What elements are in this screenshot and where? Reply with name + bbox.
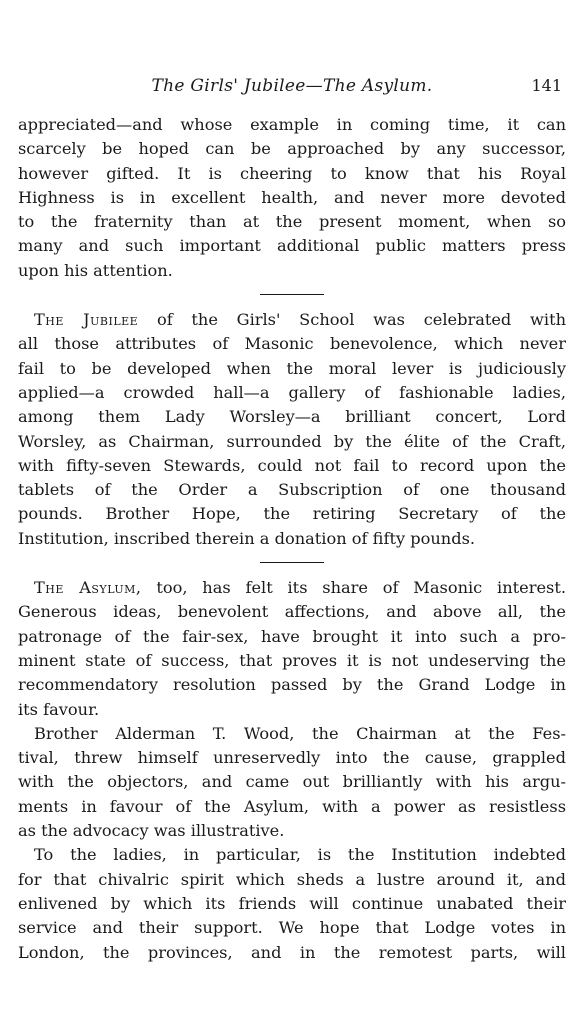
text-line: with the objectors, and came out brilliantly with his argu-: [18, 772, 566, 792]
text-line: patronage of the fair-sex, have brought it into such a pro-: [18, 626, 566, 646]
text-line: tablets of the Order a Subscription of one thousand: [18, 480, 566, 500]
text-line: its favour.: [18, 699, 100, 719]
text-line: however gifted. It is cheering to know that his Royal: [18, 163, 566, 183]
text-line: enlivened by which its friends will continue unabated their: [18, 893, 566, 913]
text-line: [18, 576, 566, 600]
text-line: tival, threw himself unreservedly into the cause, grappled: [18, 748, 566, 768]
section-divider: [260, 562, 324, 563]
text-line: pounds. Brother Hope, the retiring Secretary of the: [18, 504, 566, 524]
section-divider: [260, 294, 324, 295]
text-line: applied—a crowded hall—a gallery of fashionable ladies,: [18, 382, 566, 402]
text-line: for that chivalric spirit which sheds a lustre around it, and: [18, 869, 566, 889]
text-line: scarcely be hoped can be approached by any successor,: [18, 139, 566, 159]
text-line: minent state of success, that proves it is not undeserving the: [18, 650, 566, 670]
text-line: among them Lady Worsley—a brilliant concert, Lord: [18, 407, 566, 427]
text-line: Brother Alderman T. Wood, the Chairman at the Fes-: [34, 723, 566, 743]
text-line: fail to be developed when the moral lever is judiciously: [18, 358, 566, 378]
text-fragment: of the Girls' School was celebrated with: [138, 310, 566, 330]
page-number: 141: [531, 76, 562, 95]
text-line: all those attributes of Masonic benevolence, which never: [18, 334, 566, 354]
text-line: appreciated—and whose example in coming time, it can: [18, 115, 566, 134]
page-header: [18, 76, 566, 102]
text-line: Generous ideas, benevolent affections, and above all, the: [18, 602, 566, 622]
text-line: To the ladies, in particular, is the Institution indebted: [34, 845, 566, 865]
text-fragment: too, has felt its share of Masonic interest.: [141, 578, 566, 598]
text-line: recommendatory resolution passed by the Grand Lodge in: [18, 675, 566, 695]
text-line: Worsley, as Chairman, surrounded by the élite of the Craft,: [18, 431, 566, 451]
section-lead: The Jubilee: [34, 310, 139, 330]
paragraph-jubilee: [18, 308, 566, 551]
section-lead: The Asylum,: [34, 578, 142, 598]
text-line: Highness is in excellent health, and never more devoted: [18, 187, 566, 207]
text-line: with fifty-seven Stewards, could not fail to record upon the: [18, 455, 566, 475]
text-line: to the fraternity than at the present moment, when so: [18, 212, 566, 232]
text-line: London, the provinces, and in the remotest parts, will: [18, 942, 566, 962]
text-line: upon his attention.: [18, 260, 173, 280]
text-line: service and their support. We hope that Lodge votes in: [18, 918, 566, 938]
page-body: [18, 113, 566, 965]
text-line: [18, 308, 566, 332]
text-line: Institution, inscribed therein a donation of fifty pounds.: [18, 528, 476, 548]
running-head: The Girls' Jubilee—The Asylum.: [151, 76, 433, 96]
text-line: as the advocacy was illustrative.: [18, 821, 285, 841]
text-line: ments in favour of the Asylum, with a power as resistless: [18, 796, 566, 816]
text-line: many and such important additional public matters press: [18, 236, 566, 256]
paragraph-royal-highness: [18, 113, 566, 283]
paragraph-asylum: [18, 576, 566, 965]
